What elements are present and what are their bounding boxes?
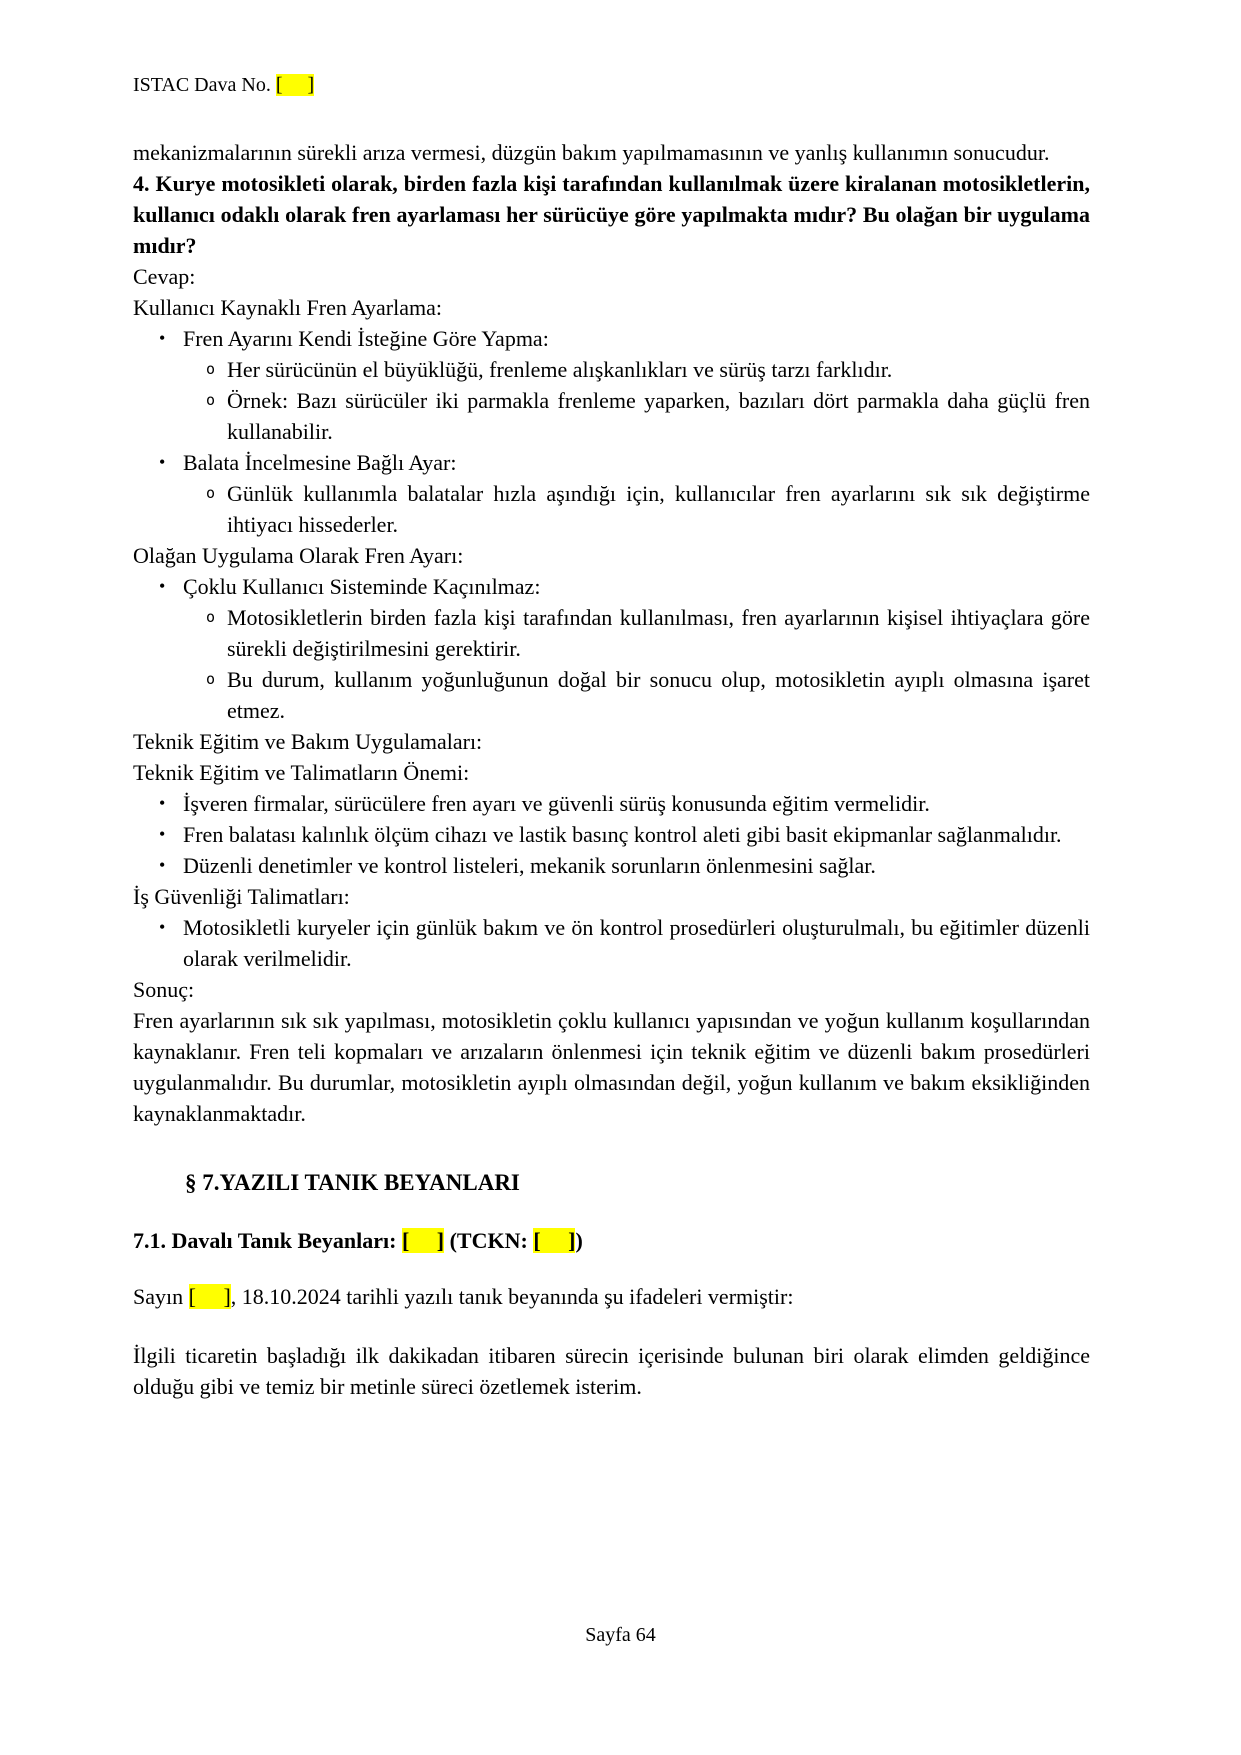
bullet-icon: • bbox=[159, 793, 166, 813]
answer-label: Cevap: bbox=[133, 264, 196, 289]
list-item bbox=[133, 323, 1090, 354]
section-7-heading: § 7.YAZILI TANIK BEYANLARI bbox=[185, 1170, 520, 1195]
witness-name-redacted-field: [ ] bbox=[401, 1228, 445, 1253]
list-item-text: Her sürücünün el büyüklüğü, frenleme alışkanlıkları ve sürüş tarzı farklıdır. bbox=[227, 357, 893, 382]
question-4: 4. Kurye motosikleti olarak, birden fazla kişi tarafından kullanılmak üzere kiralanan motosikletlerin, kullanıcı odaklı olarak fren ayarlaması her sürücüye göre yapılmakta mıdır? Bu olağan bir uygulama mıdır? bbox=[133, 171, 1090, 258]
bullet-icon: • bbox=[159, 576, 166, 596]
witness-name-redacted-field: [ ] bbox=[188, 1284, 231, 1309]
tckn-redacted-field: [ ] bbox=[533, 1228, 576, 1253]
paragraph-conclusion: Fren ayarlarının sık sık yapılması, motosikletin çoklu kullanıcı yapısından ve yoğun kullanım koşullarından kaynaklanır. Fren teli kopmaları ve arızaların önlenmesi için teknik eğitim ve düzenli bakım prosedürleri uygulanmalıdır. Bu durumlar, motosikletin ayıplı olmasından değil, yoğun kullanım ve bakım eksikliğinden kaynaklanmaktadır. bbox=[133, 1008, 1090, 1126]
list-item-text: Bu durum, kullanım yoğunluğunun doğal bir sonucu olup, motosikletin ayıplı olmasına işaret etmez. bbox=[227, 667, 1090, 723]
circle-bullet-icon: o bbox=[206, 360, 216, 378]
list-item-text: İşveren firmalar, sürücülere fren ayarı ve güvenli sürüş konusunda eğitim vermelidir. bbox=[183, 791, 930, 816]
witness-suffix: , 18.10.2024 tarihli yazılı tanık beyanında şu ifadeleri vermiştir: bbox=[230, 1284, 794, 1309]
section-7-1-heading bbox=[133, 1225, 1090, 1256]
list-item bbox=[133, 788, 1090, 819]
tckn-label: (TCKN: bbox=[444, 1228, 534, 1253]
paragraph-witness-quote: İlgili ticaretin başladığı ilk dakikadan itibaren sürecin içerisinde bulunan biri olarak elimden geldiğince olduğu gibi ve temiz bir metinle süreci özetlemek isterim. bbox=[133, 1343, 1090, 1399]
subheading-technical-training-maintenance: Teknik Eğitim ve Bakım Uygulamaları: bbox=[133, 729, 483, 754]
list-item-text: Günlük kullanımla balatalar hızla aşındığı için, kullanıcılar fren ayarlarını sık sık değiştirme ihtiyacı hissederler. bbox=[227, 481, 1090, 537]
bullet-icon: • bbox=[159, 917, 166, 937]
page-footer bbox=[0, 1624, 1241, 1647]
list-item-text: Motosikletlerin birden fazla kişi tarafından kullanılması, fren ayarlarının kişisel ihtiyaçlara göre sürekli değiştirilmesini gerektirir. bbox=[227, 605, 1090, 661]
subheading-training-instructions-importance: Teknik Eğitim ve Talimatların Önemi: bbox=[133, 760, 470, 785]
list-item-text: Motosikletli kuryeler için günlük bakım ve ön kontrol prosedürleri oluşturulmalı, bu eğitimler düzenli olarak verilmelidir. bbox=[183, 915, 1090, 971]
bullet-icon: • bbox=[159, 824, 166, 844]
page-number: Sayfa 64 bbox=[585, 1624, 656, 1646]
circle-bullet-icon: o bbox=[206, 484, 216, 502]
list-item-text: Fren balatası kalınlık ölçüm cihazı ve lastik basınç kontrol aleti gibi basit ekipmanlar sağlanmalıdır. bbox=[183, 822, 1062, 847]
list-item-text: Fren Ayarını Kendi İsteğine Göre Yapma: bbox=[183, 326, 549, 351]
subheading-user-brake-adjustment: Kullanıcı Kaynaklı Fren Ayarlama: bbox=[133, 295, 442, 320]
bullet-icon: • bbox=[159, 452, 166, 472]
list-item-text: Düzenli denetimler ve kontrol listeleri, mekanik sorunların önlenmesini sağlar. bbox=[183, 853, 876, 878]
conclusion-label: Sonuç: bbox=[133, 977, 195, 1002]
circle-bullet-icon: o bbox=[206, 608, 216, 626]
paragraph-intro: mekanizmalarının sürekli arıza vermesi, düzgün bakım yapılmamasının ve yanlış kullanımın sonucudur. bbox=[133, 140, 1050, 165]
list-item bbox=[133, 354, 1090, 385]
list-item bbox=[133, 912, 1090, 974]
list-item bbox=[133, 602, 1090, 664]
witness-statement-line bbox=[133, 1281, 1090, 1312]
list-item-text: Örnek: Bazı sürücüler iki parmakla frenleme yaparken, bazıları dört parmakla daha güçlü fren kullanabilir. bbox=[227, 388, 1090, 444]
list-item bbox=[133, 571, 1090, 602]
bullet-icon: • bbox=[159, 855, 166, 875]
case-number-line bbox=[133, 72, 314, 98]
witness-prefix: Sayın bbox=[133, 1284, 189, 1309]
list-item bbox=[133, 447, 1090, 478]
list-item bbox=[133, 850, 1090, 881]
section-7-1-label: 7.1. Davalı Tanık Beyanları: bbox=[133, 1228, 402, 1253]
list-item bbox=[133, 478, 1090, 540]
list-item bbox=[133, 664, 1090, 726]
list-item bbox=[133, 385, 1090, 447]
case-number-redacted-field: [ ] bbox=[275, 74, 315, 96]
document-body bbox=[133, 137, 1090, 1402]
case-number-label: ISTAC Dava No. bbox=[133, 74, 276, 96]
bullet-icon: • bbox=[159, 328, 166, 348]
circle-bullet-icon: o bbox=[206, 391, 216, 409]
closing-paren: ) bbox=[575, 1228, 583, 1253]
list-item bbox=[133, 819, 1090, 850]
list-item-text: Balata İncelmesine Bağlı Ayar: bbox=[183, 450, 457, 475]
list-item-text: Çoklu Kullanıcı Sisteminde Kaçınılmaz: bbox=[183, 574, 541, 599]
subheading-normal-practice: Olağan Uygulama Olarak Fren Ayarı: bbox=[133, 543, 464, 568]
circle-bullet-icon: o bbox=[206, 670, 216, 688]
subheading-work-safety-instructions: İş Güvenliği Talimatları: bbox=[133, 884, 350, 909]
